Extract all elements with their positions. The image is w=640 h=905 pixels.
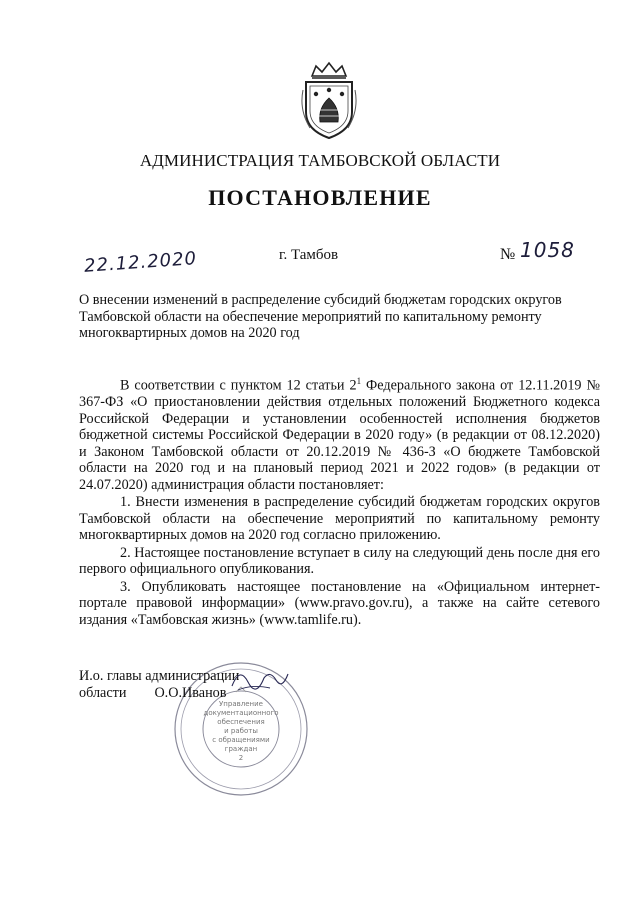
signatory-block (79, 668, 239, 701)
superscript: 1 (356, 376, 362, 386)
signatory-name: О.О.Иванов (154, 684, 227, 701)
preamble-paragraph: В соответствии с пунктом 12 статьи $2^1$ Федерального закона от 12.11.2019 № 367-ФЗ «О приостановлении действия отдельных положений Бюджетного кодекса Российской Федерации и установлении особенностей исполнения бюджетов бюджетной системы Российской Федерации в 2020 году» (в редакции от 08.12.2020) и Законом Тамбовской области от 20.12.2019 № 436-З «О бюджете Тамбовской области на 2020 год и на плановый период 2021 и 2022 годов» (в редакции от 24.07.2020) администрация области постановляет: (79, 376, 600, 493)
subject-line: многоквартирных домов на 2020 год (79, 325, 300, 341)
item-paragraph: 2. Настоящее постановление вступает в силу на следующий день после дня его первого официального опубликования. (79, 544, 600, 578)
issuing-authority: АДМИНИСТРАЦИЯ ТАМБОВСКОЙ ОБЛАСТИ (139, 151, 501, 170)
stamp-text: и работы (224, 727, 258, 735)
coat-of-arms-emblem (298, 60, 360, 142)
stamp-text: граждан (224, 745, 258, 753)
document-type-title: ПОСТАНОВЛЕНИЕ (208, 185, 432, 210)
stamp-text: документационного (203, 709, 279, 717)
signatory-position: И.о. главы администрации (79, 668, 240, 684)
subject-line: О внесении изменений в распределение субсидий бюджетам городских округов (79, 292, 562, 308)
handwritten-signature (230, 664, 290, 694)
subject-line: Тамбовской области на обеспечение мероприятий по капитальному ремонту (79, 308, 542, 325)
document-city: г. Тамбов (279, 247, 339, 263)
stamp-text: Управление (219, 700, 263, 708)
signatory-position-cont: области (79, 684, 127, 701)
document-body (79, 373, 600, 629)
tambov-coat-of-arms-icon (298, 60, 360, 142)
stamp-text: 2 (238, 754, 244, 762)
document-date: 22.12.2020 (83, 248, 198, 277)
stamp-text: обеспечения (217, 718, 265, 726)
stamp-text: с обращениями (212, 736, 270, 744)
document-number: 1058 (520, 238, 575, 262)
document-subject (79, 292, 599, 342)
item-paragraph: 1. Внести изменения в распределение субсидий бюджетам городских округов Тамбовской области на обеспечение мероприятий по капитальному ремонту многоквартирных домов на 2020 год согласно приложению. (79, 494, 600, 544)
item-paragraph: 3. Опубликовать настоящее постановление на «Официальном интернет-портале правовой информации» (www.pravo.gov.ru), а также на сайте сетевого издания «Тамбовская жизнь» (www.tamlife.ru). (79, 578, 600, 628)
document-number-label: № (500, 246, 516, 263)
